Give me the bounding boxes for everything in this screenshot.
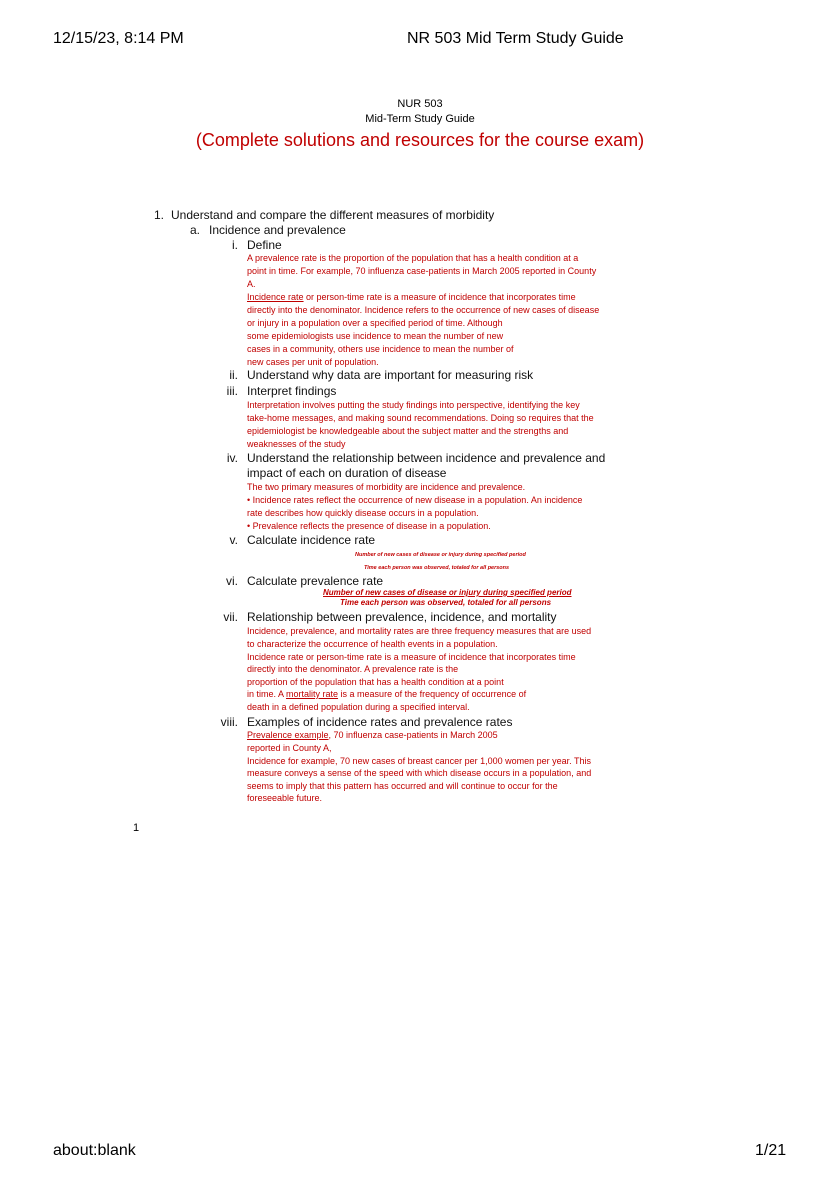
roman-numeral: vii.	[223, 610, 238, 624]
section-heading: Interpret findings	[247, 384, 337, 398]
document-page-number: 1	[133, 822, 140, 834]
answer-line: The two primary measures of morbidity are incidence and prevalence.	[247, 482, 526, 492]
answer-line: foreseeable future.	[247, 793, 323, 803]
answer-line: reported in County A,	[247, 743, 332, 753]
roman-numeral: v.	[229, 533, 238, 547]
roman-numeral: iii.	[226, 384, 238, 398]
subitem-letter: a.	[189, 223, 200, 237]
incidence-rate-link[interactable]: Incidence rate	[247, 292, 304, 302]
answer-text: , 70 influenza case-patients in March 2005	[328, 730, 498, 740]
answer-line: death in a defined population during a specified interval.	[247, 702, 470, 712]
section-heading: Define	[247, 238, 282, 252]
answer-line: point in time. For example, 70 influenza case-patients in March 2005 reported in County	[247, 266, 597, 276]
print-url: about:blank	[53, 1142, 136, 1159]
answer-line: directly into the denominator. Incidence refers to the occurrence of new cases of disease	[247, 305, 600, 315]
answer-line	[247, 689, 526, 699]
section-heading: Relationship between prevalence, incidence, and mortality	[247, 610, 557, 624]
answer-line: measure conveys a sense of the speed with which disease occurs in a population, and	[247, 768, 592, 778]
roman-numeral: iv.	[226, 451, 238, 465]
roman-numeral: vi.	[226, 574, 238, 588]
answer-line: Incidence rate or person-time rate is a measure of incidence that incorporates time	[247, 652, 576, 662]
section-heading: Calculate prevalence rate	[247, 574, 384, 588]
answer-line	[247, 730, 498, 740]
mortality-rate-link[interactable]: mortality rate	[286, 689, 339, 699]
section-heading: Understand the relationship between incidence and prevalence and	[247, 451, 606, 465]
item-heading: Understand and compare the different measures of morbidity	[171, 208, 495, 222]
answer-line: Interpretation involves putting the study findings into perspective, identifying the key	[247, 400, 580, 410]
section-heading: impact of each on duration of disease	[247, 466, 447, 480]
course-title: NUR 503	[397, 98, 443, 110]
answer-line: or injury in a population over a specified period of time. Although	[247, 318, 503, 328]
answer-line: proportion of the population that has a health condition at a point	[247, 677, 504, 687]
print-page-title: NR 503 Mid Term Study Guide	[407, 30, 624, 47]
answer-line	[247, 292, 576, 302]
document-subtitle: Mid-Term Study Guide	[365, 113, 475, 125]
answer-text: or person-time rate is a measure of incidence that incorporates time	[303, 292, 576, 302]
section-heading: Examples of incidence rates and prevalence rates	[247, 715, 513, 729]
answer-line: • Incidence rates reflect the occurrence of new disease in a population. An incidence	[247, 495, 583, 505]
answer-line: epidemiologist be knowledgeable about the subject matter and the strengths and	[247, 426, 569, 436]
section-heading: Calculate incidence rate	[247, 533, 376, 547]
section-heading: Understand why data are important for measuring risk	[247, 368, 534, 382]
answer-line: rate describes how quickly disease occurs in a population.	[247, 508, 479, 518]
roman-numeral: viii.	[220, 715, 238, 729]
print-datetime: 12/15/23, 8:14 PM	[53, 30, 184, 47]
answer-line: directly into the denominator. A prevalence rate is the	[247, 664, 459, 674]
document-note: (Complete solutions and resources for the course exam)	[195, 130, 645, 150]
formula-denominator: Time each person was observed, totaled for all persons	[364, 565, 510, 571]
answer-line: A.	[247, 279, 256, 289]
answer-line: seems to imply that this pattern has occurred and will continue to occur for the	[247, 781, 558, 791]
answer-text: in time. A	[247, 689, 287, 699]
prevalence-example-link[interactable]: Prevalence example	[247, 730, 329, 740]
roman-numeral: ii.	[229, 368, 238, 382]
answer-line: some epidemiologists use incidence to mean the number of new	[247, 331, 504, 341]
answer-line: • Prevalence reflects the presence of disease in a population.	[247, 521, 491, 531]
formula-numerator: Number of new cases of disease or injury during specified period	[355, 552, 526, 558]
answer-line: to characterize the occurrence of health events in a population.	[247, 639, 498, 649]
answer-line: take-home messages, and making sound recommendations. Doing so requires that the	[247, 413, 594, 423]
answer-line: Incidence, prevalence, and mortality rates are three frequency measures that are used	[247, 626, 592, 636]
formula-denominator: Time each person was observed, totaled for all persons	[340, 598, 552, 607]
answer-line: weaknesses of the study	[247, 439, 346, 449]
print-page-count: 1/21	[755, 1142, 787, 1159]
answer-text: is a measure of the frequency of occurrence of	[338, 689, 527, 699]
roman-numeral: i.	[232, 238, 238, 252]
answer-line: new cases per unit of population.	[247, 357, 379, 367]
item-number: 1.	[153, 208, 164, 222]
formula-numerator: Number of new cases of disease or injury during specified period	[323, 588, 572, 597]
answer-line: cases in a community, others use incidence to mean the number of	[247, 344, 514, 354]
subitem-heading: Incidence and prevalence	[209, 223, 346, 237]
answer-line: A prevalence rate is the proportion of the population that has a health condition at a	[247, 253, 579, 263]
answer-line: Incidence for example, 70 new cases of breast cancer per 1,000 women per year. This	[247, 756, 592, 766]
